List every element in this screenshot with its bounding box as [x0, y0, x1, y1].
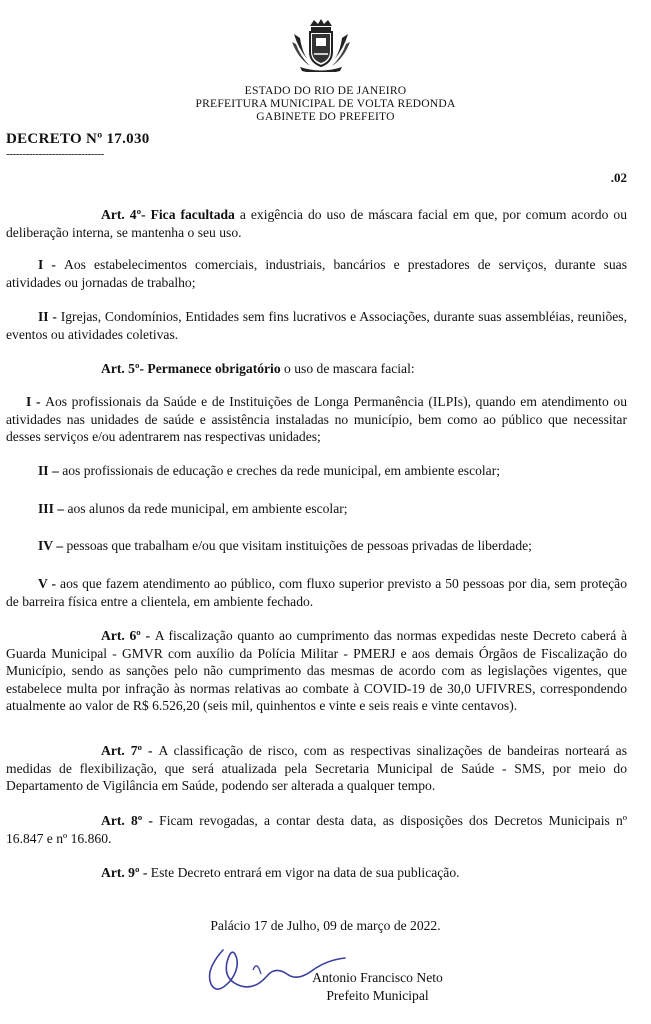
article-5-item-iv [6, 537, 627, 555]
item-text: Aos profissionais da Saúde e de Instituições de Longa Permanência (ILPIs), quando em atendimento ou atividades nas unidades de saúde e assistência instaladas no município, bem como ao público que necessitar desses serviços e/ou adentrarem nas respectivas unidades; [6, 394, 627, 445]
article-4-item-i [6, 256, 627, 291]
article-5 [6, 360, 627, 378]
article-9 [6, 864, 627, 882]
header-office: GABINETE DO PREFEITO [256, 110, 395, 123]
item-label: II – [38, 463, 63, 478]
article-5-item-ii [6, 462, 627, 480]
item-label: III – [38, 501, 68, 516]
article-text: A classificação de risco, com as respectivas sinalizações de bandeiras norteará as medidas de flexibilização, que será atualizada pela Secretaria Municipal de Saúde - SMS, por meio do Departamento de Vigilância em Saúde, podendo ser alterada a qualquer tempo. [6, 743, 627, 794]
article-5-item-i [6, 393, 627, 446]
signer-title: Prefeito Municipal [326, 988, 429, 1003]
article-text: A fiscalização quanto ao cumprimento das normas expedidas neste Decreto caberá à Guarda Municipal - GMVR com auxílio da Polícia Militar - PMERJ e aos demais Órgãos de Fiscalização do Município, sendo as sanções pelo não cumprimento das mesmas de acordo com as legislações vigentes, que estabelece multa por infração às normas relativas ao combate à COVID-19 de 30,0 UFIVRES, correspondendo atualmente ao valor de R$ 6.526,20 (seis mil, quinhentos e vinte e seis reais e vinte centavos). [6, 628, 627, 714]
article-bold-text: Fica facultada [150, 207, 235, 222]
article-label: Art. 7º - [101, 743, 159, 758]
header-state: ESTADO DO RIO DE JANEIRO [244, 84, 407, 97]
signer-name: Antonio Francisco Neto [312, 970, 443, 985]
article-6 [6, 627, 627, 715]
item-label: V - [38, 576, 61, 591]
item-text: pessoas que trabalham e/ou que visitam instituições de pessoas privadas de liberdade; [66, 538, 532, 553]
place-and-date: Palácio 17 de Julho, 09 de março de 2022. [210, 918, 441, 933]
article-5-item-v [6, 575, 627, 610]
article-label: Art. 8º - [101, 813, 160, 828]
decree-title: DECRETO Nº 17.030 [6, 131, 150, 147]
article-label: Art. 6º - [101, 628, 155, 643]
article-text: Ficam revogadas, a contar desta data, as disposições dos Decretos Municipais nº 16.847 e nº 16.860. [6, 813, 627, 846]
article-label: Art. 4º- [101, 207, 151, 222]
header-city-hall: PREFEITURA MUNICIPAL DE VOLTA REDONDA [195, 97, 456, 110]
item-text: aos alunos da rede municipal, em ambiente escolar; [67, 501, 348, 516]
page-number: .02 [610, 170, 627, 185]
item-label: IV – [38, 538, 67, 553]
item-text: Igrejas, Condomínios, Entidades sem fins lucrativos e Associações, durante suas assembléias, reuniões, eventos ou atividades coletivas. [6, 309, 627, 342]
decree-underline: ------------------------------ [6, 148, 104, 160]
article-8 [6, 812, 627, 847]
article-7 [6, 742, 627, 795]
article-4-item-ii [6, 308, 627, 343]
item-label: II - [38, 309, 61, 324]
article-4 [6, 206, 627, 241]
item-text: aos profissionais de educação e creches da rede municipal, em ambiente escolar; [62, 463, 501, 478]
item-text: aos que fazem atendimento ao público, com fluxo superior previsto a 50 pessoas por dia, sem proteção de barreira física entre a clientela, em ambiente fechado. [6, 576, 627, 609]
article-text: o uso de mascara facial: [280, 361, 415, 376]
article-text: Este Decreto entrará em vigor na data de sua publicação. [150, 865, 460, 880]
article-text: a exigência do uso de máscara facial em que, por comum acordo ou deliberação interna, se mantenha o seu uso. [6, 207, 627, 240]
article-5-item-iii [6, 500, 627, 518]
item-label: I - [38, 257, 65, 272]
article-label: Art. 5º- [101, 361, 148, 376]
article-label: Art. 9º - [101, 865, 151, 880]
item-label: I - [26, 394, 46, 409]
item-text: Aos estabelecimentos comerciais, industriais, bancários e prestadores de serviços, durante suas atividades ou jornadas de trabalho; [6, 257, 627, 290]
article-bold-text: Permanece obrigatório [147, 361, 281, 376]
municipal-coat-of-arms-icon [288, 18, 354, 72]
